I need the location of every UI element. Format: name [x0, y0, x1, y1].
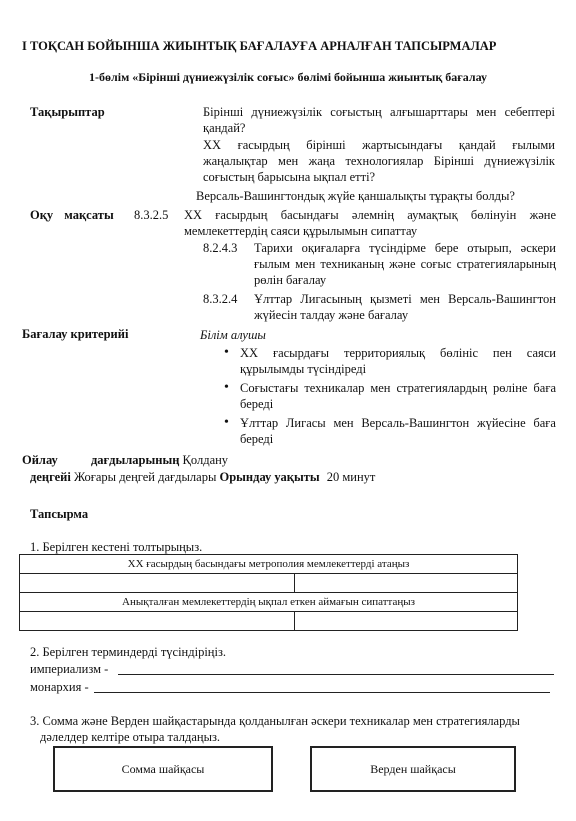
task-heading: Тапсырма [30, 507, 89, 521]
objectives-label: Оқу мақсаты [30, 208, 114, 222]
objective-code: 8.3.2.5 [134, 208, 169, 222]
term-monarchy: монархия - [30, 680, 89, 694]
question-1: 1. Берілген кестені толтырыңыз. [30, 540, 203, 554]
objective-text: Тарихи оқиғаларға түсіндірме бере отырып, әскери ғылым мен техниканың және соғыс стратегияларының рөлін бағалау [254, 241, 556, 287]
time-label: Орындау уақыты [219, 470, 320, 484]
criteria-intro: Білім алушы [200, 328, 266, 342]
table-cell[interactable] [295, 574, 518, 593]
table-header: Анықталған мемлекеттердің ықпал еткен аймағын сипаттаңыз [20, 593, 518, 612]
term-imperialism: империализм - [30, 662, 109, 676]
objective-code: 8.3.2.4 [203, 292, 238, 306]
table-cell[interactable] [295, 612, 518, 631]
table-cell[interactable] [20, 612, 295, 631]
topics-label: Тақырыптар [30, 105, 105, 119]
criteria-item: • Соғыстағы техникалар мен стратегиялардың рөліне баға береді [222, 380, 556, 412]
criteria-list [222, 345, 556, 448]
somme-battle-box[interactable]: Сомма шайқасы [53, 746, 273, 792]
thinking-row-2 [30, 469, 375, 485]
page-subtitle: 1-бөлім «Бірінші дүниежүзілік соғыс» бөлімі бойынша жиынтық бағалау [89, 70, 487, 84]
thinking-value: Қолдану [182, 453, 229, 467]
objective-text: Ұлттар Лигасының қызметі мен Версаль-Вашингтон жүйесін талдау және бағалау [254, 292, 556, 322]
time-value: 20 минут [326, 470, 376, 484]
thinking-level-label: деңгейі [30, 470, 71, 484]
topic-item: Версаль-Вашингтондық жүйе қаншалықты тұрақты болды? [196, 189, 515, 203]
criteria-label: Бағалау критерийі [22, 327, 129, 341]
answer-line[interactable] [94, 692, 550, 693]
criteria-item: • ХХ ғасырдағы территориялық бөлініс пен саяси құрылымды түсіндіреді [222, 345, 556, 377]
criteria-item: • Ұлттар Лигасы мен Версаль-Вашингтон жүйесіне баға береді [222, 415, 556, 447]
objective-code: 8.2.4.3 [203, 241, 238, 255]
answer-line[interactable] [118, 674, 554, 675]
table-cell[interactable] [20, 574, 295, 593]
question-2: 2. Берілген терминдерді түсіндіріңіз. [30, 645, 227, 659]
page-title: I ТОҚСАН БОЙЫНША ЖИЫНТЫҚ БАҒАЛАУҒА АРНАЛҒАН ТАПСЫРМАЛАР [22, 39, 497, 53]
topic-item: Бірінші дүниежүзілік соғыстың алғышарттары мен себептері қандай? [203, 105, 555, 135]
answer-table [19, 554, 518, 631]
objective-text: ХХ ғасырдың басындағы әлемнің аумақтық бөлінуін және мемлекеттердің саяси құрылымын сипаттау [184, 208, 556, 238]
thinking-label: дағдыларының [90, 453, 180, 467]
topic-item: ХХ ғасырдың бірінші жартысындағы қандай ғылыми жаңалықтар мен жаңа технологиялар Бірінші дүниежүзілік соғыстың барысына ықпал етті? [203, 138, 555, 184]
thinking-label: Ойлау [22, 453, 58, 467]
table-header: ХХ ғасырдың басындағы метрополия мемлекеттерді атаңыз [20, 555, 518, 574]
verdun-battle-box[interactable]: Верден шайқасы [310, 746, 516, 792]
question-3: 3. Сомма және Верден шайқастарында қолданылған әскери техникалар мен стратегияларды [30, 714, 520, 728]
question-3-cont: дәлелдер келтіре отыра талдаңыз. [40, 730, 221, 744]
thinking-level-value: Жоғары деңгей дағдылары [73, 470, 217, 484]
thinking-row [22, 452, 228, 468]
